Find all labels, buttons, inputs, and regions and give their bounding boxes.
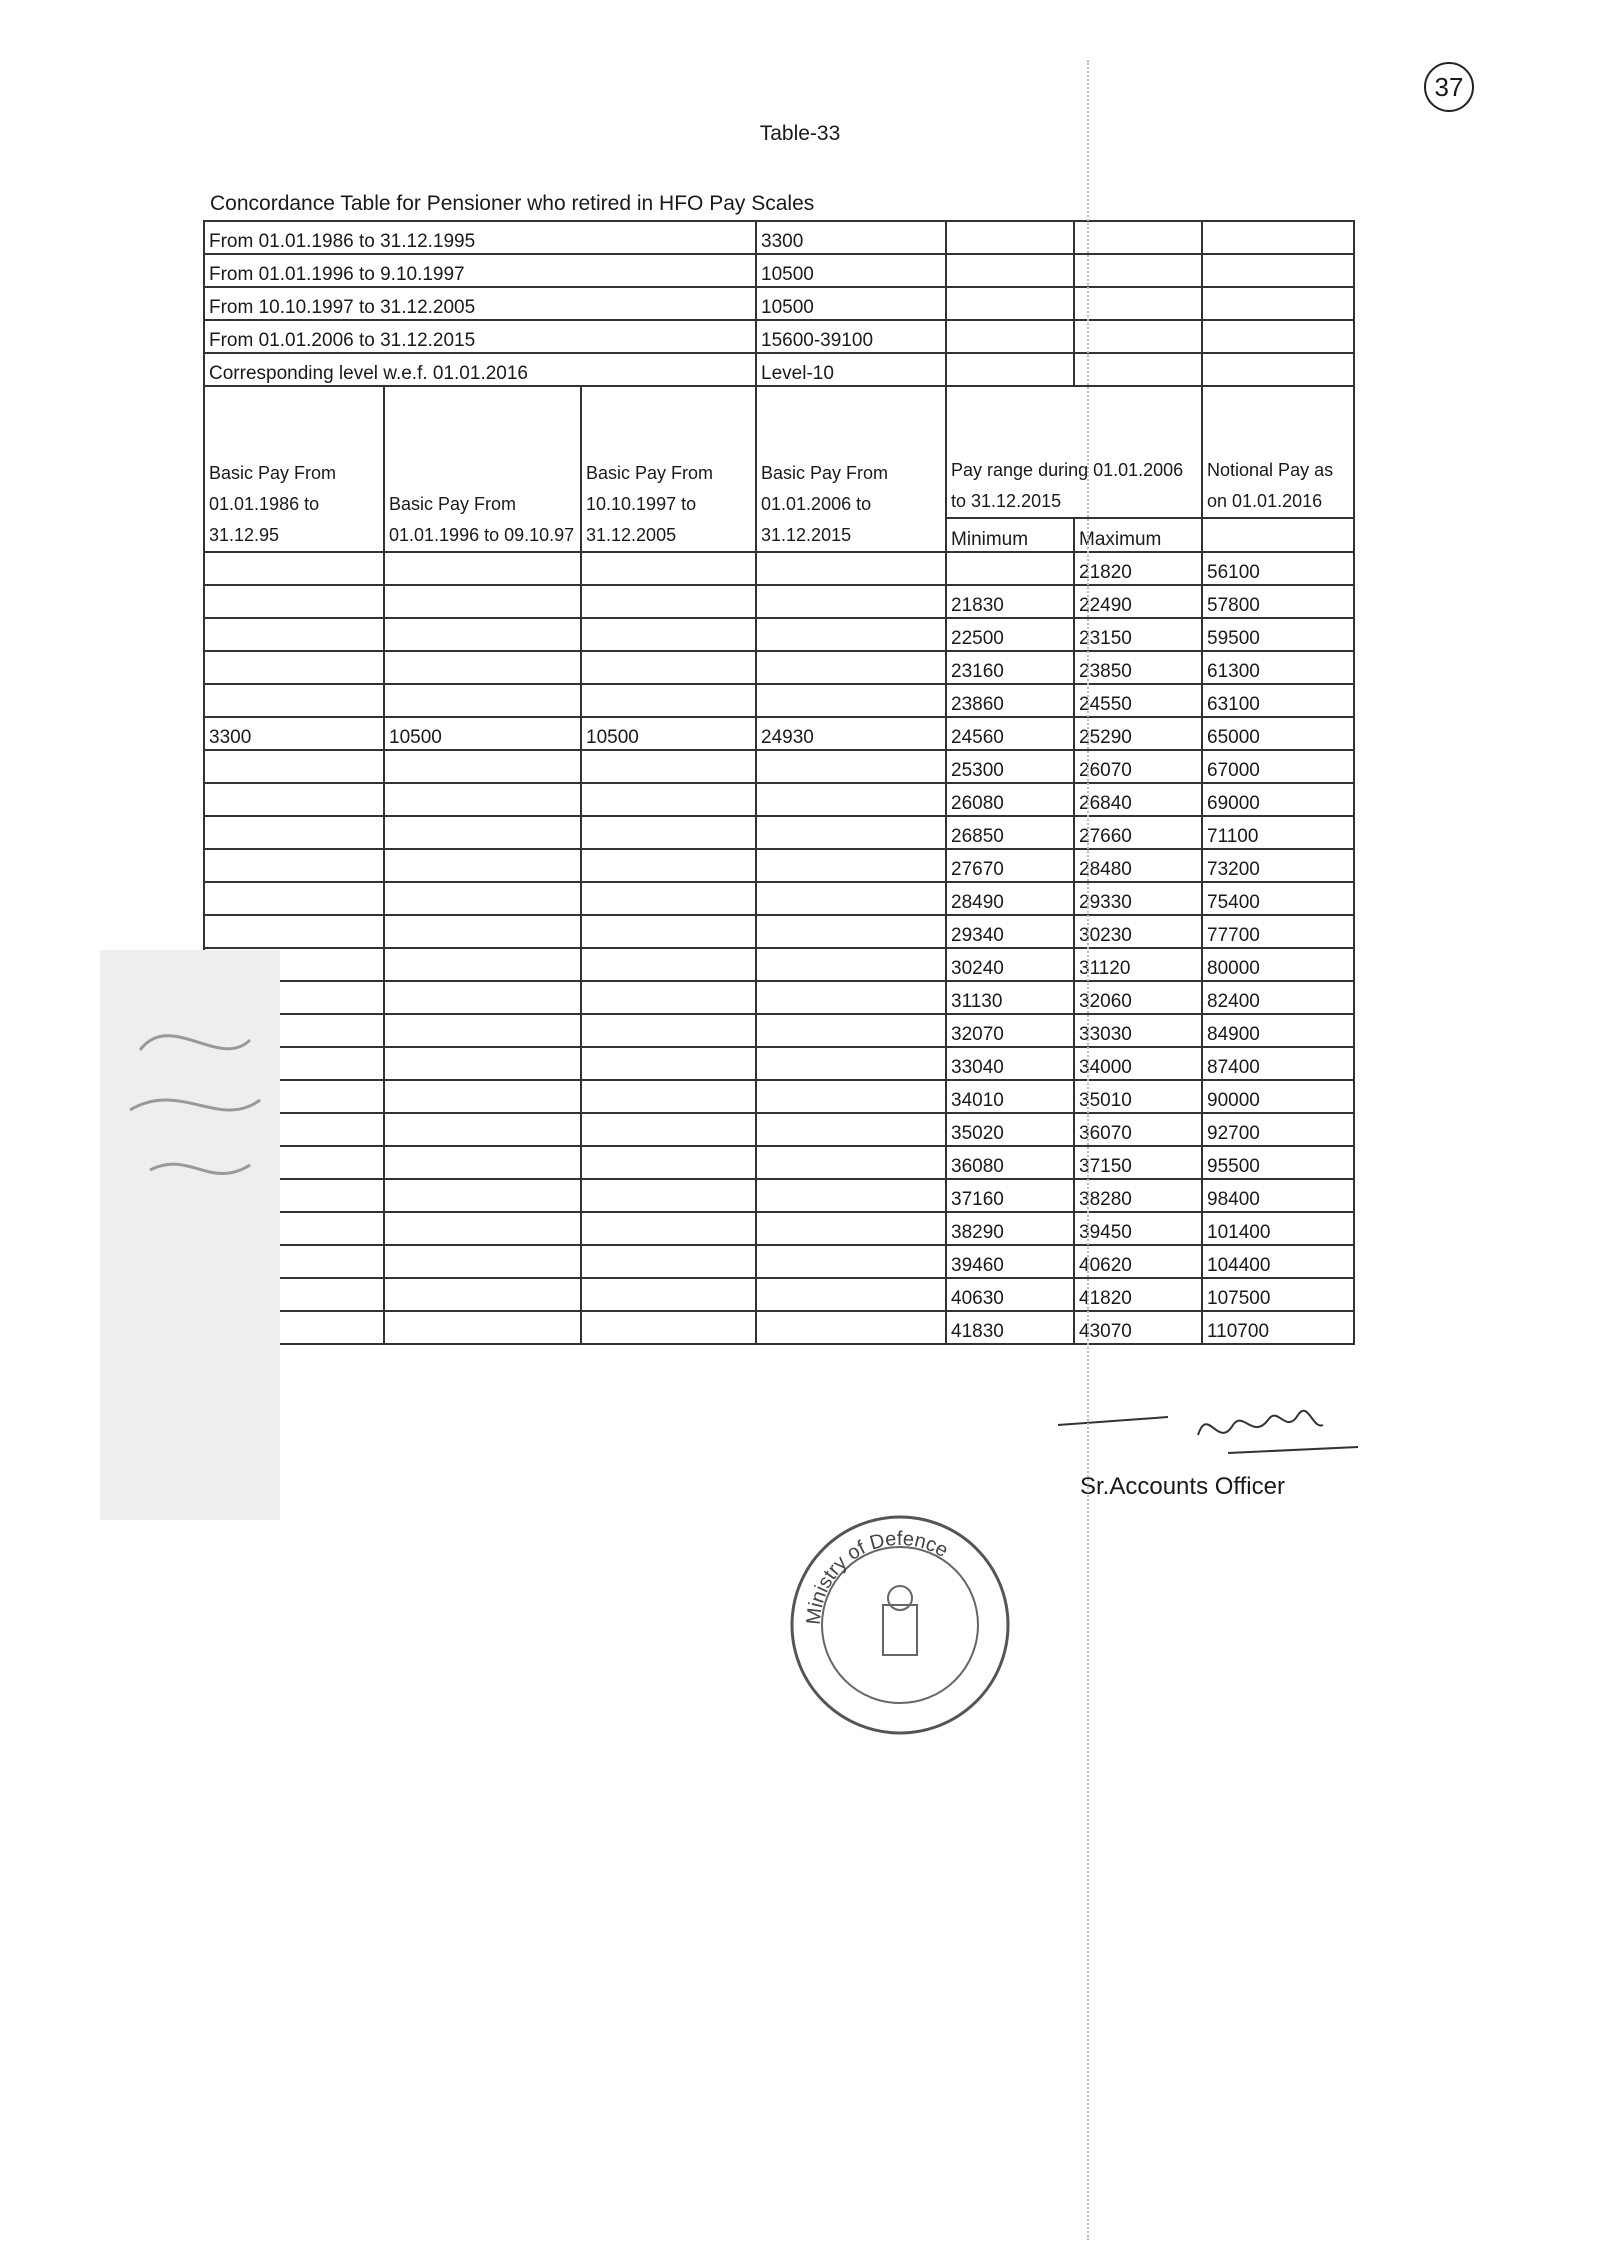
cell-bp1986 bbox=[204, 684, 384, 717]
table-row bbox=[204, 618, 1354, 651]
cell-bp2006 bbox=[756, 1146, 946, 1179]
cell-min: 29340 bbox=[946, 915, 1074, 948]
cell-notional: 71100 bbox=[1202, 816, 1354, 849]
cell-bp2006 bbox=[756, 618, 946, 651]
cell-bp2006 bbox=[756, 1047, 946, 1080]
table-row bbox=[204, 1212, 1354, 1245]
cell-notional: 61300 bbox=[1202, 651, 1354, 684]
cell-max: 33030 bbox=[1074, 1014, 1202, 1047]
cell-max: 34000 bbox=[1074, 1047, 1202, 1080]
table-row bbox=[204, 1245, 1354, 1278]
cell-bp1996 bbox=[384, 981, 581, 1014]
cell-min bbox=[946, 552, 1074, 585]
cell-bp2006 bbox=[756, 1311, 946, 1344]
cell-notional: 82400 bbox=[1202, 981, 1354, 1014]
cell-notional: 67000 bbox=[1202, 750, 1354, 783]
cell-bp1986 bbox=[204, 849, 384, 882]
header-bp1996: Basic Pay From 01.01.1996 to 09.10.97 bbox=[384, 386, 581, 552]
table-row bbox=[204, 717, 1354, 750]
cell-bp2006 bbox=[756, 783, 946, 816]
header-maximum: Maximum bbox=[1074, 518, 1202, 552]
scale-value: 10500 bbox=[756, 254, 946, 287]
cell-max: 24550 bbox=[1074, 684, 1202, 717]
scale-rows bbox=[204, 221, 1354, 552]
cell-bp1996 bbox=[384, 948, 581, 981]
cell-bp1986 bbox=[204, 552, 384, 585]
cell-bp2006 bbox=[756, 948, 946, 981]
cell-max: 28480 bbox=[1074, 849, 1202, 882]
cell-bp1997 bbox=[581, 1179, 756, 1212]
cell-bp1986 bbox=[204, 915, 384, 948]
cell-bp2006 bbox=[756, 750, 946, 783]
cell-bp1996 bbox=[384, 915, 581, 948]
cell-min: 40630 bbox=[946, 1278, 1074, 1311]
scale-label: From 01.01.1986 to 31.12.1995 bbox=[204, 221, 756, 254]
header-notional: Notional Pay as on 01.01.2016 bbox=[1202, 386, 1354, 518]
cell-bp1997 bbox=[581, 849, 756, 882]
table-row bbox=[204, 1146, 1354, 1179]
cell-bp1996 bbox=[384, 1311, 581, 1344]
cell-bp1996 bbox=[384, 1113, 581, 1146]
cell-bp1997 bbox=[581, 948, 756, 981]
cell-bp2006 bbox=[756, 1278, 946, 1311]
signatory-title: Sr.Accounts Officer bbox=[1080, 1473, 1285, 1500]
scale-row bbox=[204, 287, 1354, 320]
table-caption: Concordance Table for Pensioner who retired in HFO Pay Scales bbox=[210, 192, 815, 215]
cell-bp2006 bbox=[756, 981, 946, 1014]
table-row bbox=[204, 981, 1354, 1014]
cell-notional: 56100 bbox=[1202, 552, 1354, 585]
cell-max: 27660 bbox=[1074, 816, 1202, 849]
cell-min: 26080 bbox=[946, 783, 1074, 816]
cell-bp1986 bbox=[204, 618, 384, 651]
cell-min: 22500 bbox=[946, 618, 1074, 651]
table-row bbox=[204, 552, 1354, 585]
cell-notional: 95500 bbox=[1202, 1146, 1354, 1179]
table-row bbox=[204, 1113, 1354, 1146]
table-row bbox=[204, 750, 1354, 783]
cell-bp2006 bbox=[756, 552, 946, 585]
table-row bbox=[204, 915, 1354, 948]
cell-bp1996 bbox=[384, 1014, 581, 1047]
cell-notional: 92700 bbox=[1202, 1113, 1354, 1146]
cell-min: 27670 bbox=[946, 849, 1074, 882]
cell-bp2006 bbox=[756, 651, 946, 684]
cell-bp2006: 24930 bbox=[756, 717, 946, 750]
table-row bbox=[204, 1014, 1354, 1047]
data-rows bbox=[204, 552, 1354, 1344]
cell-max: 39450 bbox=[1074, 1212, 1202, 1245]
cell-max: 29330 bbox=[1074, 882, 1202, 915]
column-header-row bbox=[204, 386, 1354, 518]
cell-max: 35010 bbox=[1074, 1080, 1202, 1113]
cell-min: 23160 bbox=[946, 651, 1074, 684]
cell-bp1997 bbox=[581, 1113, 756, 1146]
scale-value: 15600-39100 bbox=[756, 320, 946, 353]
cell-bp2006 bbox=[756, 684, 946, 717]
cell-max: 32060 bbox=[1074, 981, 1202, 1014]
cell-bp1996 bbox=[384, 816, 581, 849]
concordance-table bbox=[203, 220, 1355, 1345]
header-bp2006: Basic Pay From 01.01.2006 to 31.12.2015 bbox=[756, 386, 946, 552]
cell-bp1997: 10500 bbox=[581, 717, 756, 750]
cell-bp1996 bbox=[384, 882, 581, 915]
cell-bp2006 bbox=[756, 816, 946, 849]
cell-bp1986 bbox=[204, 585, 384, 618]
cell-bp1986 bbox=[204, 750, 384, 783]
cell-max: 22490 bbox=[1074, 585, 1202, 618]
cell-bp1996 bbox=[384, 585, 581, 618]
scale-value: 3300 bbox=[756, 221, 946, 254]
cell-bp1996 bbox=[384, 1212, 581, 1245]
scale-label: Corresponding level w.e.f. 01.01.2016 bbox=[204, 353, 756, 386]
cell-bp1997 bbox=[581, 552, 756, 585]
cell-min: 38290 bbox=[946, 1212, 1074, 1245]
cell-min: 35020 bbox=[946, 1113, 1074, 1146]
cell-bp2006 bbox=[756, 915, 946, 948]
cell-notional: 87400 bbox=[1202, 1047, 1354, 1080]
cell-bp1996 bbox=[384, 618, 581, 651]
table-title: Table-33 bbox=[759, 122, 841, 145]
cell-bp1996 bbox=[384, 651, 581, 684]
cell-max: 26840 bbox=[1074, 783, 1202, 816]
cell-notional: 57800 bbox=[1202, 585, 1354, 618]
header-bp1997: Basic Pay From 10.10.1997 to 31.12.2005 bbox=[581, 386, 756, 552]
cell-max: 21820 bbox=[1074, 552, 1202, 585]
table-row bbox=[204, 651, 1354, 684]
cell-bp1997 bbox=[581, 915, 756, 948]
table-row bbox=[204, 1047, 1354, 1080]
cell-bp1997 bbox=[581, 1278, 756, 1311]
cell-min: 34010 bbox=[946, 1080, 1074, 1113]
scale-label: From 10.10.1997 to 31.12.2005 bbox=[204, 287, 756, 320]
cell-min: 25300 bbox=[946, 750, 1074, 783]
cell-bp1997 bbox=[581, 618, 756, 651]
cell-bp2006 bbox=[756, 849, 946, 882]
scale-row bbox=[204, 254, 1354, 287]
scale-label: From 01.01.2006 to 31.12.2015 bbox=[204, 320, 756, 353]
cell-bp1986 bbox=[204, 882, 384, 915]
cell-bp1997 bbox=[581, 1047, 756, 1080]
cell-max: 40620 bbox=[1074, 1245, 1202, 1278]
cell-notional: 98400 bbox=[1202, 1179, 1354, 1212]
cell-bp1996 bbox=[384, 783, 581, 816]
cell-notional: 59500 bbox=[1202, 618, 1354, 651]
cell-bp1996 bbox=[384, 1080, 581, 1113]
cell-notional: 73200 bbox=[1202, 849, 1354, 882]
table-row bbox=[204, 1311, 1354, 1344]
cell-max: 26070 bbox=[1074, 750, 1202, 783]
cell-bp1997 bbox=[581, 1311, 756, 1344]
table-row bbox=[204, 1179, 1354, 1212]
cell-bp1986: 3300 bbox=[204, 717, 384, 750]
cell-bp1996: 10500 bbox=[384, 717, 581, 750]
cell-bp2006 bbox=[756, 1080, 946, 1113]
cell-min: 28490 bbox=[946, 882, 1074, 915]
cell-bp1996 bbox=[384, 1278, 581, 1311]
svg-text:Ministry of Defence: Ministry of Defence bbox=[802, 1527, 952, 1626]
margin-line bbox=[1087, 60, 1089, 2240]
cell-notional: 90000 bbox=[1202, 1080, 1354, 1113]
cell-max: 41820 bbox=[1074, 1278, 1202, 1311]
official-seal bbox=[785, 1510, 1015, 1740]
cell-bp1996 bbox=[384, 1245, 581, 1278]
cell-bp2006 bbox=[756, 1212, 946, 1245]
cell-max: 31120 bbox=[1074, 948, 1202, 981]
cell-bp1996 bbox=[384, 1146, 581, 1179]
header-minimum: Minimum bbox=[946, 518, 1074, 552]
cell-max: 38280 bbox=[1074, 1179, 1202, 1212]
cell-bp2006 bbox=[756, 1245, 946, 1278]
cell-min: 37160 bbox=[946, 1179, 1074, 1212]
cell-bp1997 bbox=[581, 1080, 756, 1113]
cell-min: 30240 bbox=[946, 948, 1074, 981]
cell-max: 30230 bbox=[1074, 915, 1202, 948]
cell-min: 21830 bbox=[946, 585, 1074, 618]
cell-notional: 101400 bbox=[1202, 1212, 1354, 1245]
scale-row bbox=[204, 320, 1354, 353]
cell-bp1997 bbox=[581, 1146, 756, 1179]
cell-notional: 107500 bbox=[1202, 1278, 1354, 1311]
table-row bbox=[204, 849, 1354, 882]
cell-min: 36080 bbox=[946, 1146, 1074, 1179]
cell-notional: 65000 bbox=[1202, 717, 1354, 750]
cell-max: 25290 bbox=[1074, 717, 1202, 750]
cell-bp1996 bbox=[384, 684, 581, 717]
cell-min: 31130 bbox=[946, 981, 1074, 1014]
cell-bp1986 bbox=[204, 816, 384, 849]
cell-bp1996 bbox=[384, 849, 581, 882]
cell-bp2006 bbox=[756, 882, 946, 915]
cell-notional: 104400 bbox=[1202, 1245, 1354, 1278]
cell-bp1986 bbox=[204, 651, 384, 684]
cell-bp1997 bbox=[581, 684, 756, 717]
table-row bbox=[204, 1278, 1354, 1311]
scale-value: 10500 bbox=[756, 287, 946, 320]
cell-min: 33040 bbox=[946, 1047, 1074, 1080]
cell-bp1996 bbox=[384, 1047, 581, 1080]
cell-max: 23150 bbox=[1074, 618, 1202, 651]
cell-bp1997 bbox=[581, 651, 756, 684]
cell-max: 43070 bbox=[1074, 1311, 1202, 1344]
cell-bp1996 bbox=[384, 750, 581, 783]
table-row bbox=[204, 816, 1354, 849]
cell-notional: 110700 bbox=[1202, 1311, 1354, 1344]
stamp-impression bbox=[100, 950, 280, 1520]
cell-bp1996 bbox=[384, 552, 581, 585]
cell-min: 24560 bbox=[946, 717, 1074, 750]
table-row bbox=[204, 783, 1354, 816]
cell-notional: 77700 bbox=[1202, 915, 1354, 948]
cell-bp1986 bbox=[204, 783, 384, 816]
scale-value: Level-10 bbox=[756, 353, 946, 386]
cell-min: 41830 bbox=[946, 1311, 1074, 1344]
cell-bp1996 bbox=[384, 1179, 581, 1212]
cell-min: 26850 bbox=[946, 816, 1074, 849]
cell-notional: 84900 bbox=[1202, 1014, 1354, 1047]
cell-bp2006 bbox=[756, 1113, 946, 1146]
cell-bp1997 bbox=[581, 882, 756, 915]
scale-row bbox=[204, 221, 1354, 254]
scale-label: From 01.01.1996 to 9.10.1997 bbox=[204, 254, 756, 287]
cell-bp1997 bbox=[581, 816, 756, 849]
header-bp1986: Basic Pay From 01.01.1986 to 31.12.95 bbox=[204, 386, 384, 552]
cell-notional: 75400 bbox=[1202, 882, 1354, 915]
table-row bbox=[204, 1080, 1354, 1113]
cell-bp2006 bbox=[756, 1179, 946, 1212]
cell-min: 39460 bbox=[946, 1245, 1074, 1278]
cell-min: 32070 bbox=[946, 1014, 1074, 1047]
cell-max: 23850 bbox=[1074, 651, 1202, 684]
table-row bbox=[204, 684, 1354, 717]
cell-max: 36070 bbox=[1074, 1113, 1202, 1146]
table-row bbox=[204, 948, 1354, 981]
cell-bp2006 bbox=[756, 585, 946, 618]
cell-bp1997 bbox=[581, 1014, 756, 1047]
table-row bbox=[204, 585, 1354, 618]
signature bbox=[1058, 1395, 1358, 1465]
cell-min: 23860 bbox=[946, 684, 1074, 717]
header-pay-range: Pay range during 01.01.2006 to 31.12.2015 bbox=[946, 386, 1202, 518]
cell-bp1997 bbox=[581, 1212, 756, 1245]
cell-bp1997 bbox=[581, 981, 756, 1014]
cell-bp1997 bbox=[581, 750, 756, 783]
cell-bp2006 bbox=[756, 1014, 946, 1047]
cell-notional: 80000 bbox=[1202, 948, 1354, 981]
cell-notional: 63100 bbox=[1202, 684, 1354, 717]
cell-notional: 69000 bbox=[1202, 783, 1354, 816]
cell-bp1997 bbox=[581, 1245, 756, 1278]
page-number: 37 bbox=[1424, 62, 1474, 112]
cell-bp1997 bbox=[581, 585, 756, 618]
table-row bbox=[204, 882, 1354, 915]
cell-bp1997 bbox=[581, 783, 756, 816]
scale-row bbox=[204, 353, 1354, 386]
cell-max: 37150 bbox=[1074, 1146, 1202, 1179]
